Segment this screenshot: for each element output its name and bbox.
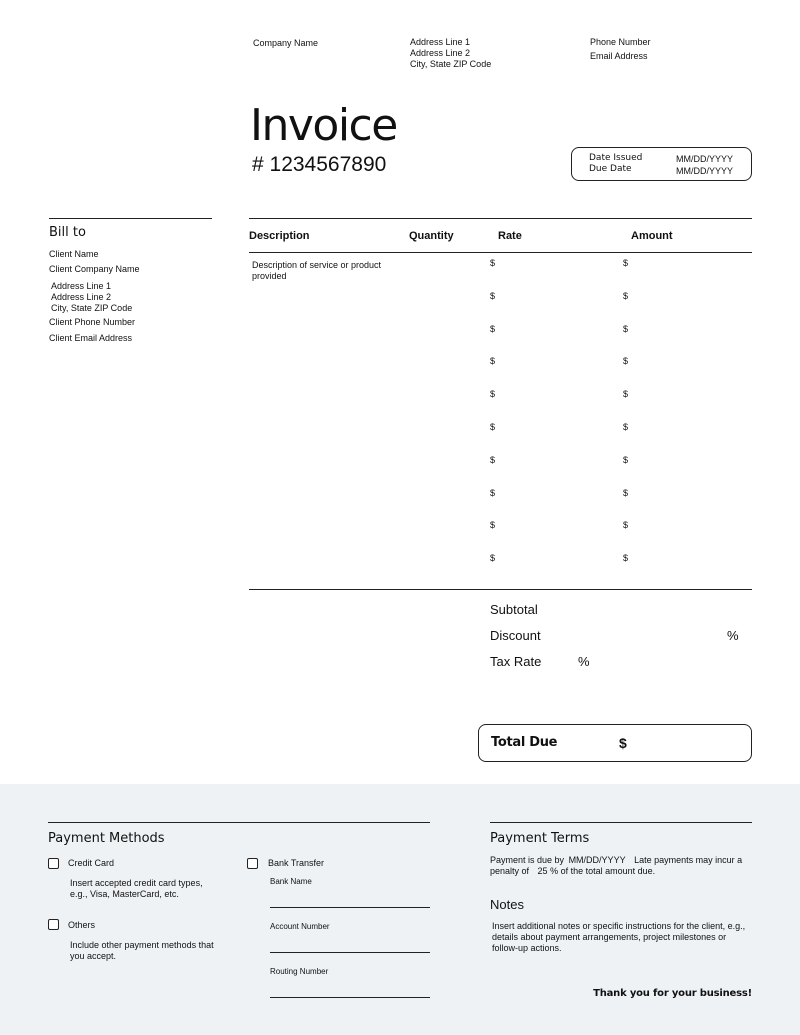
payment-terms-suffix: % of the total amount due. bbox=[550, 866, 656, 876]
total-due-label: Total Due bbox=[491, 735, 558, 750]
routing-number-field[interactable] bbox=[270, 997, 430, 998]
due-date-label: Due Date bbox=[589, 164, 632, 174]
account-number-field[interactable] bbox=[270, 952, 430, 953]
rate-currency: $ bbox=[490, 356, 496, 367]
client-phone: Client Phone Number bbox=[49, 317, 136, 327]
amount-currency: $ bbox=[623, 422, 629, 432]
bank-name-label: Bank Name bbox=[270, 877, 312, 886]
date-box bbox=[571, 147, 752, 181]
company-city-state-zip: City, State ZIP Code bbox=[410, 59, 492, 69]
date-issued-value: MM/DD/YYYY bbox=[676, 154, 734, 164]
due-date-value: MM/DD/YYYY bbox=[676, 166, 734, 176]
rate-currency: $ bbox=[490, 323, 496, 334]
amount-currency: $ bbox=[623, 389, 629, 400]
client-address-line2: Address Line 2 bbox=[51, 292, 112, 302]
table-bottom-border bbox=[249, 589, 752, 590]
bill-to-title: Bill to bbox=[49, 225, 86, 240]
rate-currency: $ bbox=[490, 553, 496, 564]
client-city-state-zip: City, State ZIP Code bbox=[51, 303, 133, 313]
client-email: Client Email Address bbox=[49, 333, 133, 343]
client-name: Client Name bbox=[49, 249, 99, 259]
thank-you-message: Thank you for your business! bbox=[593, 988, 752, 999]
rate-currency: $ bbox=[490, 520, 496, 531]
invoice-number: # 1234567890 bbox=[252, 153, 387, 176]
date-issued-label: Date Issued bbox=[589, 153, 643, 163]
rate-currency: $ bbox=[490, 290, 496, 301]
company-name: Company Name bbox=[253, 38, 319, 48]
company-address-line2: Address Line 2 bbox=[410, 48, 471, 58]
company-address-line1: Address Line 1 bbox=[410, 37, 471, 47]
notes-title: Notes bbox=[490, 897, 524, 912]
rate-currency: $ bbox=[490, 422, 496, 432]
amount-currency: $ bbox=[623, 553, 629, 564]
column-header-quantity: Quantity bbox=[409, 230, 454, 242]
payment-terms-due-date: MM/DD/YYYY bbox=[568, 855, 626, 865]
routing-number-label: Routing Number bbox=[270, 967, 329, 976]
invoice-title: Invoice bbox=[250, 100, 397, 151]
column-header-amount: Amount bbox=[631, 230, 673, 242]
client-address-line1: Address Line 1 bbox=[51, 281, 112, 291]
payment-terms-mid: Late payments may incur a penalty of bbox=[490, 855, 743, 876]
tax-rate-percent: % bbox=[578, 654, 590, 669]
amount-currency: $ bbox=[623, 487, 629, 498]
amount-currency: $ bbox=[623, 258, 629, 268]
total-due-box bbox=[478, 724, 752, 762]
rate-currency: $ bbox=[490, 258, 496, 268]
payment-methods-divider bbox=[48, 822, 430, 823]
company-email: Email Address bbox=[590, 51, 648, 61]
bank-name-field[interactable] bbox=[270, 907, 430, 908]
bill-to-divider bbox=[49, 218, 212, 219]
table-top-border bbox=[249, 218, 752, 219]
bank-transfer-label: Bank Transfer bbox=[268, 858, 325, 868]
credit-card-note: Insert accepted credit card types, e.g., Visa, MasterCard, etc. bbox=[70, 878, 203, 899]
column-header-rate: Rate bbox=[498, 230, 522, 242]
table-header-border bbox=[249, 252, 752, 253]
subtotal-label: Subtotal bbox=[490, 602, 538, 617]
credit-card-checkbox[interactable] bbox=[48, 858, 59, 869]
amount-currency: $ bbox=[623, 520, 629, 531]
payment-methods-title: Payment Methods bbox=[48, 831, 165, 846]
discount-label: Discount bbox=[490, 628, 541, 643]
amount-currency: $ bbox=[623, 290, 629, 301]
item-description: Description of service or product provided bbox=[252, 260, 382, 281]
credit-card-label: Credit Card bbox=[68, 858, 115, 868]
account-number-label: Account Number bbox=[270, 922, 330, 931]
amount-currency: $ bbox=[623, 356, 629, 367]
amount-currency: $ bbox=[623, 323, 629, 334]
payment-terms-prefix: Payment is due by bbox=[490, 855, 565, 865]
rate-currency: $ bbox=[490, 487, 496, 498]
payment-terms-divider bbox=[490, 822, 752, 823]
amount-currency: $ bbox=[623, 454, 629, 465]
total-due-currency: $ bbox=[619, 735, 627, 751]
company-phone: Phone Number bbox=[590, 37, 651, 47]
others-label: Others bbox=[68, 920, 96, 930]
bank-transfer-checkbox[interactable] bbox=[247, 858, 258, 869]
column-header-description: Description bbox=[249, 230, 310, 242]
client-company: Client Company Name bbox=[49, 264, 140, 274]
rate-currency: $ bbox=[490, 454, 496, 465]
rate-currency: $ bbox=[490, 389, 496, 400]
notes-text: Insert additional notes or specific instructions for the client, e.g., details about payment arrangements, project milestones or follow-up actions. bbox=[492, 921, 746, 953]
payment-terms-text bbox=[490, 855, 752, 877]
payment-terms-penalty: 25 bbox=[537, 866, 548, 876]
tax-rate-label: Tax Rate bbox=[490, 654, 542, 669]
others-checkbox[interactable] bbox=[48, 919, 59, 930]
discount-percent: % bbox=[727, 628, 739, 643]
payment-terms-title: Payment Terms bbox=[490, 831, 590, 846]
others-note: Include other payment methods that you accept. bbox=[70, 940, 214, 961]
